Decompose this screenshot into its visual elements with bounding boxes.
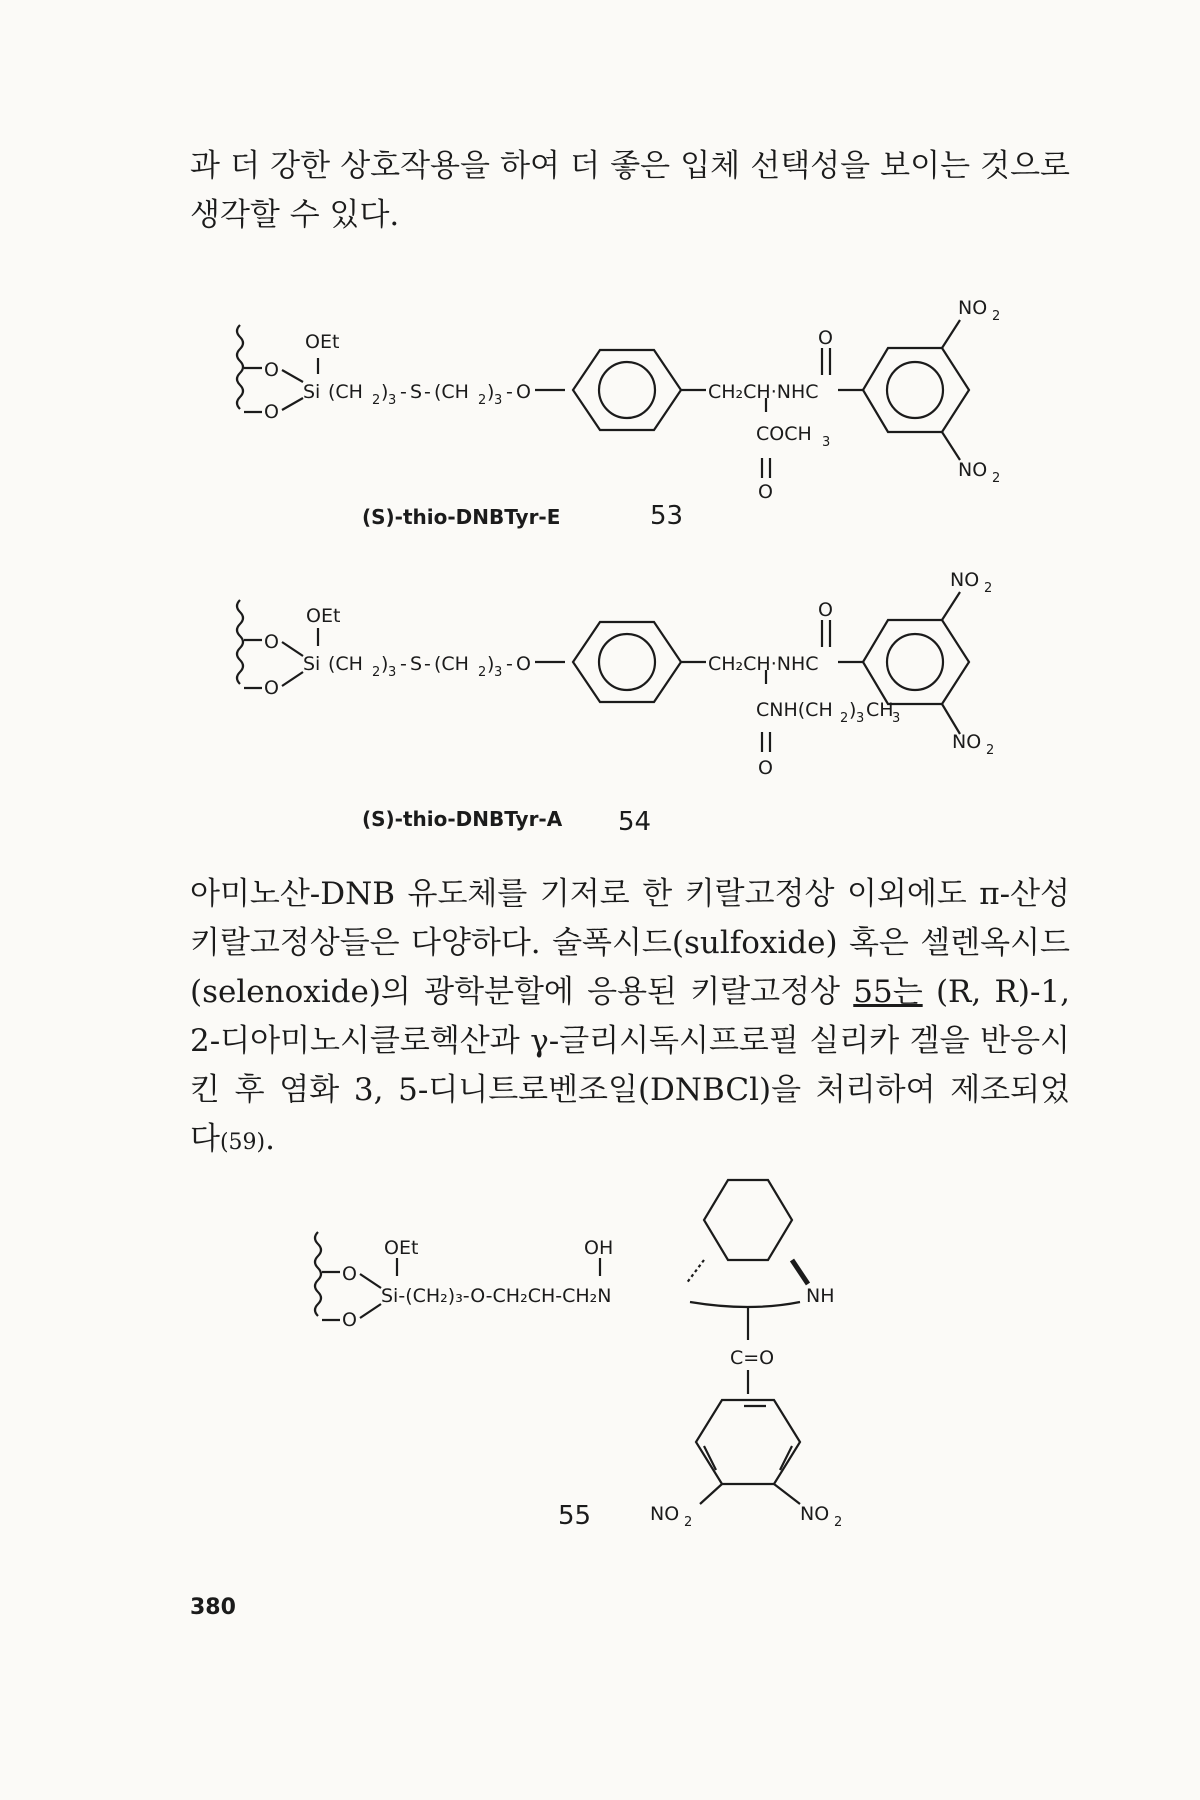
svg-text:-: - — [424, 653, 431, 675]
chain-label: Si-(CH₂)₃-O-CH₂CH-CH₂N — [381, 1285, 612, 1307]
compound-number-53: 53 — [650, 501, 684, 531]
subscript-2: 2 — [992, 309, 1001, 324]
svg-text:): ) — [487, 381, 495, 403]
compound-reference: 55는 — [853, 974, 923, 1010]
compound-name-53: (S)-thio-DNBTyr-E — [362, 505, 561, 529]
ch2-label: (CH — [328, 653, 363, 675]
paragraph-2-text: (R, R)-1, 2-디아미노시클로헥산과 γ-글리시독시프로필 실리카 겔을 반응시킨 후 염화 3, 5-디니트로벤조일(DNBCl)을 처리하여 제조되었다 — [190, 974, 1070, 1157]
ch3-label: CH — [866, 699, 894, 721]
subscript-3: 3 — [494, 393, 503, 408]
o-label: O — [264, 677, 279, 699]
carbonyl-o-label: O — [818, 327, 833, 349]
no2-label: NO — [958, 459, 988, 481]
subscript-3: 3 — [388, 665, 397, 680]
svg-text:-: - — [506, 381, 513, 403]
subscript-2: 2 — [992, 471, 1001, 486]
oh-label: OH — [584, 1237, 614, 1259]
co-label: C=O — [730, 1347, 775, 1369]
subscript-3: 3 — [388, 393, 397, 408]
subscript-3: 3 — [856, 711, 865, 726]
svg-text:-: - — [424, 381, 431, 403]
subscript-3: 3 — [892, 711, 901, 726]
nh-label: NH — [806, 1285, 835, 1307]
coch3-label: COCH — [756, 423, 812, 445]
carbonyl-o-label: O — [758, 481, 773, 503]
o-label: O — [342, 1263, 357, 1285]
oet-label: OEt — [305, 331, 340, 353]
oet-label: OEt — [306, 605, 341, 627]
paragraph-2 — [190, 870, 1070, 1167]
si-label: Si — [303, 381, 321, 403]
subscript-2: 2 — [840, 711, 849, 726]
svg-text:-: - — [400, 653, 407, 675]
subscript-2: 2 — [478, 393, 487, 408]
subscript-2: 2 — [372, 665, 381, 680]
cnh-label: CNH(CH — [756, 699, 833, 721]
o-label: O — [264, 359, 279, 381]
carbonyl-o-label: O — [818, 599, 833, 621]
no2-label: NO — [950, 569, 980, 591]
subscript-2: 2 — [478, 665, 487, 680]
svg-text:): ) — [487, 653, 495, 675]
subscript-2: 2 — [986, 743, 995, 758]
svg-text:): ) — [381, 381, 389, 403]
ch2-label: (CH — [328, 381, 363, 403]
o-label: O — [516, 381, 531, 403]
s-label: S — [410, 381, 423, 403]
no2-label: NO — [958, 297, 988, 319]
ch2ch-nhc-label: CH₂CH·NHC — [708, 653, 819, 675]
subscript-3: 3 — [822, 435, 831, 450]
no2-label: NO — [800, 1503, 830, 1525]
subscript-2: 2 — [372, 393, 381, 408]
page-number: 380 — [190, 1595, 236, 1620]
si-label: Si — [303, 653, 321, 675]
svg-text:-: - — [506, 653, 513, 675]
subscript-3: 3 — [494, 665, 503, 680]
oet-label: OEt — [384, 1237, 419, 1259]
s-label: S — [410, 653, 423, 675]
citation: (59) — [219, 1130, 266, 1155]
subscript-2: 2 — [984, 581, 993, 596]
compound-number-55: 55 — [558, 1501, 592, 1531]
paragraph-2-end: . — [265, 1121, 275, 1157]
ch2-label: (CH — [434, 381, 469, 403]
no2-label: NO — [952, 731, 982, 753]
o-label: O — [342, 1309, 357, 1331]
o-label: O — [264, 631, 279, 653]
subscript-2: 2 — [834, 1515, 843, 1530]
svg-text:-: - — [400, 381, 407, 403]
compound-name-54: (S)-thio-DNBTyr-A — [362, 807, 563, 831]
svg-text:): ) — [381, 653, 389, 675]
no2-label: NO — [650, 1503, 680, 1525]
paragraph-1: 과 더 강한 상호작용을 하여 더 좋은 입체 선택성을 보이는 것으로 생각할 수 있다. — [190, 148, 1070, 233]
paragraph-2-text: 아미노산-DNB 유도체를 기저로 한 키랄고정상 이외에도 π-산성 키랄고정상들은 다양하다. 술폭시드(sulfoxide) 혹은 셀렌옥시드(selenoxide)의 광학분할에 응용된 키랄고정상 — [190, 876, 1070, 1010]
o-label: O — [516, 653, 531, 675]
subscript-2: 2 — [684, 1515, 693, 1530]
ch2ch-nhc-label: CH₂CH·NHC — [708, 381, 819, 403]
o-label: O — [264, 401, 279, 423]
carbonyl-o-label: O — [758, 757, 773, 779]
compound-number-54: 54 — [618, 807, 652, 837]
svg-text:): ) — [849, 699, 857, 721]
ch2-label: (CH — [434, 653, 469, 675]
